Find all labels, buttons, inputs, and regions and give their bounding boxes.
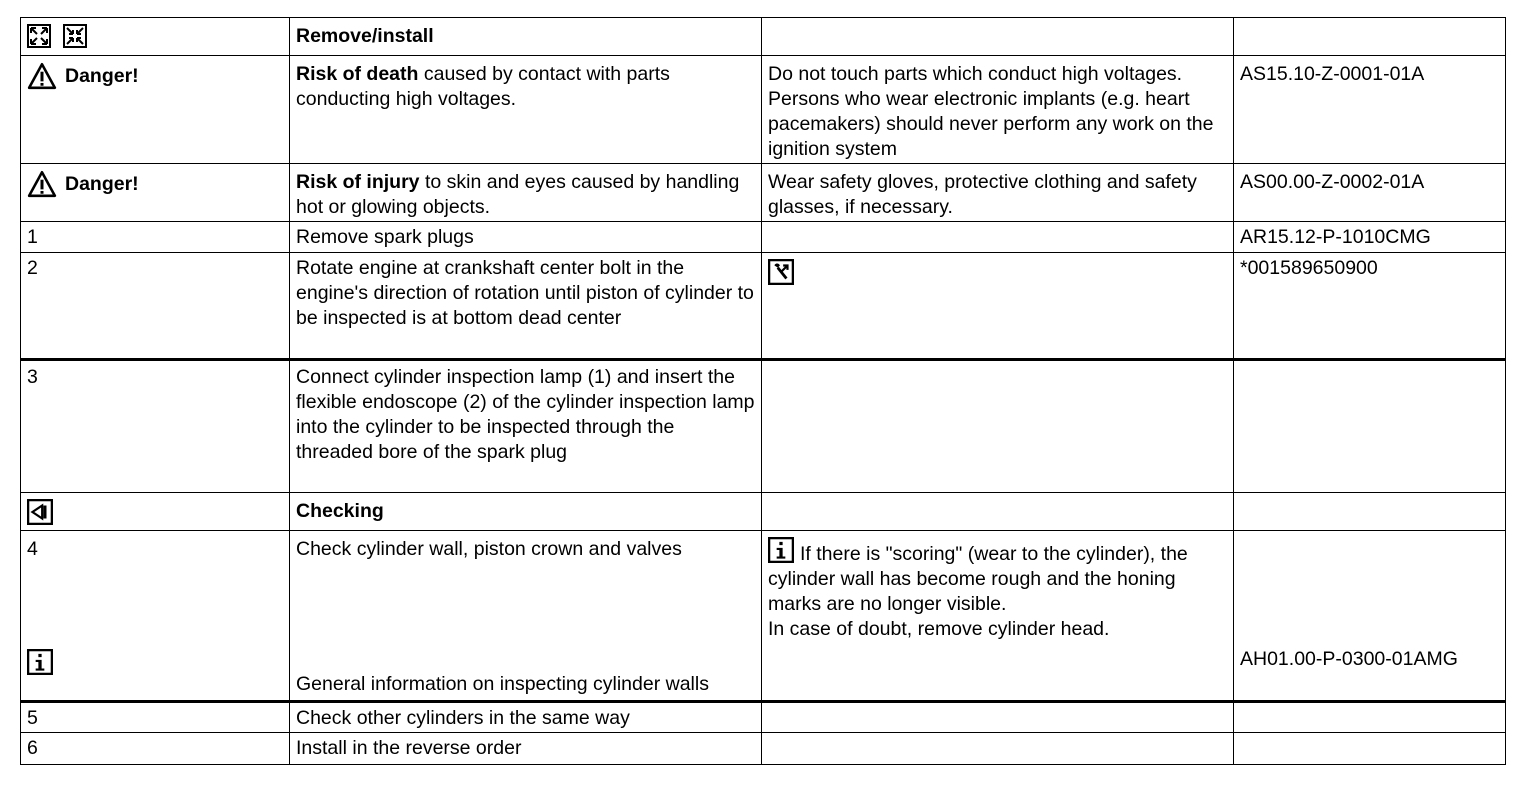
safety-measure: Do not touch parts which conduct high voltages. Persons who wear electronic implants (e.g. heart pacemakers) should never perform any work on the ignition system — [762, 56, 1234, 164]
step-text: Install in the reverse order — [290, 733, 762, 765]
risk-text: caused by contact with parts conducting high voltages. — [296, 63, 670, 110]
warning-triangle-icon — [27, 62, 57, 90]
document-ref-link[interactable]: AH01.00-P-0300-01AMG — [1240, 648, 1458, 670]
danger-label: Danger! — [65, 172, 139, 195]
note-text-2: In case of doubt, remove cylinder head. — [768, 618, 1110, 640]
step-text: Remove spark plugs — [290, 222, 762, 253]
checking-icon — [27, 499, 53, 525]
step-number: 5 — [21, 702, 290, 733]
tool-ref-link[interactable]: *001589650900 — [1234, 253, 1506, 360]
step-row-5 — [21, 702, 1506, 733]
risk-title: Risk of injury — [296, 171, 420, 193]
document-ref-link[interactable]: AS00.00-Z-0002-01A — [1234, 164, 1506, 222]
risk-text: to skin and eyes caused by handling hot or glowing objects. — [296, 171, 740, 218]
document-ref-link[interactable]: AS15.10-Z-0001-01A — [1234, 56, 1506, 164]
section-title-remove-install: Remove/install — [290, 18, 762, 56]
step-row-2 — [21, 253, 1506, 360]
info-icon — [768, 537, 794, 563]
info-text: General information on inspecting cylinder walls — [296, 673, 709, 695]
danger-row-hot-objects — [21, 164, 1506, 222]
note-block — [768, 537, 1227, 642]
step-row-1 — [21, 222, 1506, 253]
procedure-table — [20, 17, 1506, 765]
step-text: Rotate engine at crankshaft center bolt in the engine's direction of rotation until piston of cylinder to be inspected is at bottom dead center — [290, 253, 762, 360]
danger-row-high-voltage — [21, 56, 1506, 164]
expand-arrows-icon[interactable] — [27, 24, 51, 48]
warning-triangle-icon — [27, 170, 57, 198]
step-number: 2 — [21, 253, 290, 360]
step-number: 6 — [21, 733, 290, 765]
info-icon — [27, 649, 53, 675]
collapse-arrows-icon[interactable] — [63, 24, 87, 48]
step-number: 1 — [21, 222, 290, 253]
section-row-remove-install — [21, 18, 1506, 56]
step-text: Connect cylinder inspection lamp (1) and insert the flexible endoscope (2) of the cylinder inspection lamp into the cylinder to be inspected through the threaded bore of the spark plug — [290, 360, 762, 493]
step-number: 3 — [21, 360, 290, 493]
step-row-6 — [21, 733, 1506, 765]
special-tool-icon[interactable] — [768, 259, 794, 285]
section-row-checking — [21, 493, 1506, 531]
danger-label: Danger! — [65, 64, 139, 87]
section-title-checking: Checking — [290, 493, 762, 531]
view-toggle-icons — [21, 18, 290, 56]
safety-measure: Wear safety gloves, protective clothing and safety glasses, if necessary. — [762, 164, 1234, 222]
note-text: If there is "scoring" (wear to the cylinder), the cylinder wall has become rough and the honing marks are no longer visible. — [768, 543, 1188, 615]
step-text: Check other cylinders in the same way — [290, 702, 762, 733]
step-text: Check cylinder wall, piston crown and valves — [296, 538, 682, 560]
step-row-3 — [21, 360, 1506, 493]
step-number: 4 — [27, 538, 38, 560]
document-ref-link[interactable]: AR15.12-P-1010CMG — [1234, 222, 1506, 253]
risk-title: Risk of death — [296, 63, 419, 85]
step-row-4 — [21, 531, 1506, 702]
